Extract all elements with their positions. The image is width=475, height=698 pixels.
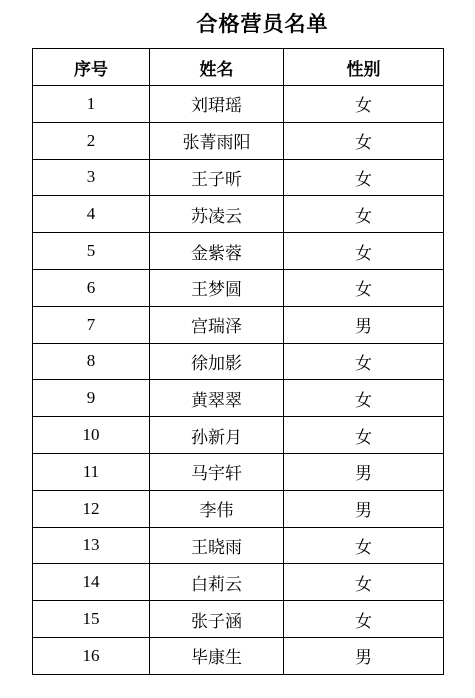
table-row [33,637,444,674]
table-row [33,453,444,490]
cell-name: 毕康生 [150,637,284,674]
cell-name: 刘珺瑶 [150,86,284,123]
table-header-row [33,49,444,86]
cell-gender: 女 [284,159,444,196]
table-row [33,306,444,343]
roster-table [32,48,444,675]
table-row [33,343,444,380]
table-row [33,601,444,638]
table-row [33,564,444,601]
cell-gender: 女 [284,122,444,159]
header-gender: 性别 [284,49,444,86]
cell-index: 7 [33,306,150,343]
cell-index: 15 [33,601,150,638]
cell-name: 宫瑞泽 [150,306,284,343]
cell-index: 11 [33,453,150,490]
cell-index: 12 [33,490,150,527]
cell-index: 10 [33,417,150,454]
cell-index: 5 [33,233,150,270]
cell-name: 王梦圆 [150,269,284,306]
cell-index: 9 [33,380,150,417]
cell-name: 张菁雨阳 [150,122,284,159]
cell-gender: 女 [284,343,444,380]
cell-index: 2 [33,122,150,159]
cell-gender: 女 [284,601,444,638]
header-index: 序号 [33,49,150,86]
table-row [33,527,444,564]
table-body [33,86,444,675]
cell-index: 16 [33,637,150,674]
table-row [33,122,444,159]
cell-index: 6 [33,269,150,306]
table-row [33,490,444,527]
table-row [33,196,444,233]
cell-name: 金紫蓉 [150,233,284,270]
cell-name: 徐加影 [150,343,284,380]
cell-name: 白莉云 [150,564,284,601]
cell-name: 苏凌云 [150,196,284,233]
cell-gender: 男 [284,490,444,527]
cell-gender: 女 [284,380,444,417]
cell-gender: 女 [284,527,444,564]
cell-name: 王晓雨 [150,527,284,564]
cell-index: 8 [33,343,150,380]
cell-index: 13 [33,527,150,564]
cell-index: 14 [33,564,150,601]
cell-gender: 女 [284,86,444,123]
table-row [33,159,444,196]
cell-gender: 女 [284,417,444,454]
cell-index: 4 [33,196,150,233]
cell-gender: 男 [284,637,444,674]
cell-name: 李伟 [150,490,284,527]
cell-name: 马宇轩 [150,453,284,490]
cell-gender: 男 [284,453,444,490]
cell-gender: 男 [284,306,444,343]
table-row [33,417,444,454]
cell-index: 3 [33,159,150,196]
table-row [33,380,444,417]
cell-gender: 女 [284,564,444,601]
cell-name: 王子昕 [150,159,284,196]
cell-name: 黄翠翠 [150,380,284,417]
page-title: 合格营员名单 [196,11,329,36]
table-row [33,86,444,123]
table-row [33,233,444,270]
cell-gender: 女 [284,269,444,306]
cell-name: 孙新月 [150,417,284,454]
cell-gender: 女 [284,233,444,270]
cell-name: 张子涵 [150,601,284,638]
header-name: 姓名 [150,49,284,86]
cell-index: 1 [33,86,150,123]
table-row [33,269,444,306]
cell-gender: 女 [284,196,444,233]
